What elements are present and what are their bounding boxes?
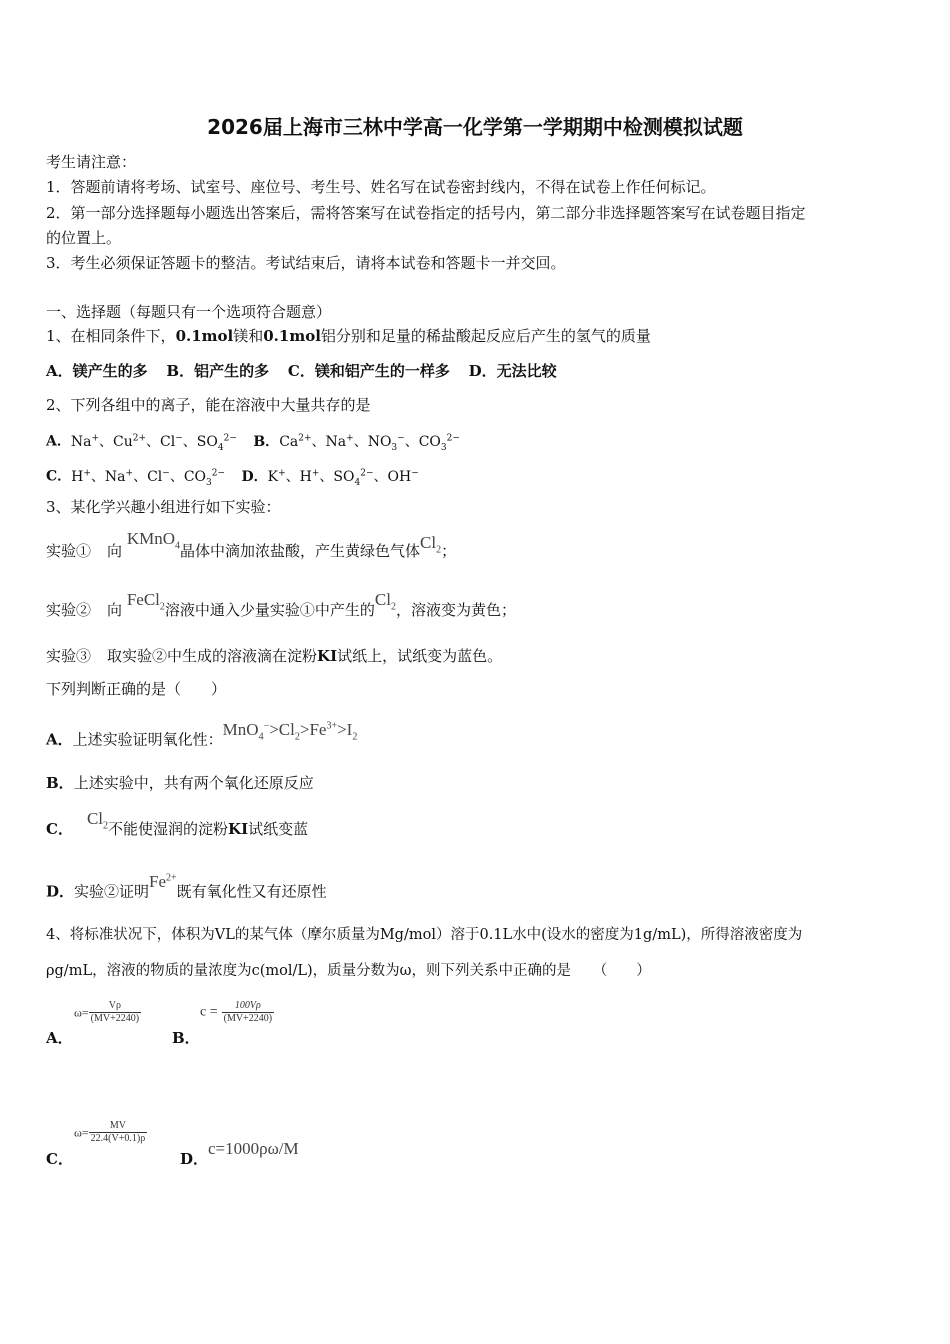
q4-option-a-formula[interactable]: ω= $\frac{V\rho}{(MV+2240)}$ [74, 1000, 140, 1024]
fe2-formula: $Fe^{2+}$ [149, 871, 177, 891]
question-4-line-1: 4、将标准状况下，体积为VL的某气体（摩尔质量为Mg/mol）溶于0.1L水中(设水的密度为1g/mL)，所得溶液密度为 [46, 927, 803, 943]
q4-option-c-label[interactable]: C． [46, 1150, 73, 1168]
notice-item-2: 2．第一部分选择题每小题选出答案后，需将答案写在试卷指定的括号内，第二部分非选择题答案写在试卷题目指定 [46, 204, 806, 222]
question-1: 1、在相同条件下，0.1mol镁和0.1mol铝分别和足量的稀盐酸起反应后产生的氢气的质量 [46, 327, 651, 345]
cl2-formula: $Cl_2$ [420, 533, 442, 556]
q3-experiment-2: 实验② 向 FeCl$_2$溶液中通入少量实验①中产生的$Cl_2$，溶液变为黄色； [46, 590, 516, 619]
cl2-formula: $Cl_2$ [86, 809, 109, 832]
notice-item-1: 1．答题前请将考场、试室号、座位号、考生号、姓名写在试卷密封线内，不得在试卷上作任何标记。 [46, 178, 716, 196]
section-heading: 一、选择题（每题只有一个选项符合题意） [46, 303, 332, 321]
q3-option-d[interactable]: D．实验②证明$Fe^{2+}$既有氧化性又有还原性 [46, 871, 327, 901]
q2-option-b[interactable]: $Ca^{2+}$、Na+、$NO_3^-$、$CO_3^{2-}$ [279, 433, 460, 453]
q2-option-d[interactable]: K+、H+、$SO_4^{2-}$、OH− [267, 468, 419, 488]
q3-experiment-1: 实验① 向 KMnO$_4$晶体中滴加浓盐酸，产生黄绿色气体$Cl_2$； [46, 529, 457, 560]
cl2-formula: $Cl_2$ [374, 590, 396, 613]
q1-options [46, 361, 557, 381]
q1-number: 1、 [46, 327, 71, 345]
q2-option-a[interactable]: Na+、$Cu^{2+}$、Cl−、$SO_4^{2-}$ [70, 433, 237, 453]
q4-option-c-formula[interactable]: ω= $\frac{MV}{22.4(V+0.1)\rho}$ [74, 1120, 146, 1144]
q2-option-c[interactable]: H+、Na+、Cl−、$CO_3^{2-}$ [71, 468, 226, 488]
q3-option-a[interactable]: A．上述实验证明氧化性：$MnO_4^->Cl_2>Fe^{3+}>I_2$ [46, 719, 358, 749]
q1-option-b[interactable]: B．铝产生的多 [166, 362, 270, 380]
q2-option-b-label[interactable]: B． [253, 433, 280, 450]
q3-option-b[interactable]: B．上述实验中，共有两个氧化还原反应 [46, 774, 314, 792]
fecl2-formula: FeCl$_2$ [126, 590, 165, 613]
question-3: 3、某化学兴趣小组进行如下实验： [46, 498, 281, 516]
q4-option-d-formula[interactable]: c=1000ρω/M [208, 1139, 299, 1158]
notice-item-2-cont: 的位置上。 [46, 229, 122, 247]
notice-item-3: 3．考生必须保证答题卡的整洁。考试结束后，请将本试卷和答题卡一并交回。 [46, 254, 566, 272]
q2-number: 2、 [46, 396, 71, 414]
q4-option-b-formula[interactable]: c = $\frac{100V\rho}{(MV+2240)}$ [200, 1000, 273, 1024]
page-title: 2026届上海市三林中学高一化学第一学期期中检测模拟试题 [207, 115, 743, 139]
q3-judge: 下列判断正确的是（ ） [46, 680, 227, 698]
oxidizer-order-formula: $MnO_4^->Cl_2>Fe^{3+}>I_2$ [222, 719, 358, 743]
q3-option-c[interactable]: C．$Cl_2$不能使湿润的淀粉KI试纸变蓝 [46, 809, 309, 838]
q2-option-d-label[interactable]: D． [241, 468, 268, 485]
q1-option-d[interactable]: D．无法比较 [468, 362, 557, 380]
notice-header: 考生请注意： [46, 153, 137, 171]
q2-options-ab [46, 428, 460, 457]
q4-option-d-label[interactable]: D． [180, 1150, 209, 1168]
kmno4-formula: KMnO$_4$ [126, 529, 180, 552]
q2-option-a-label[interactable]: A． [46, 433, 71, 450]
question-2: 2、下列各组中的离子，能在溶液中大量共存的是 [46, 396, 371, 414]
q1-option-c[interactable]: C．镁和铝产生的一样多 [287, 362, 450, 380]
question-4-line-2: ρg/mL，溶液的物质的量浓度为c(mol/L)，质量分数为ω，则下列关系中正确的是 （ ） [46, 963, 651, 979]
q4-option-a-label[interactable]: A． [46, 1029, 73, 1047]
q2-options-cd [46, 463, 419, 492]
q4-number: 4、 [46, 927, 70, 943]
q3-number: 3、 [46, 498, 71, 516]
q1-option-a[interactable]: A．镁产生的多 [46, 362, 148, 380]
q2-option-c-label[interactable]: C． [46, 468, 72, 485]
q4-option-b-label[interactable]: B． [172, 1029, 200, 1047]
q3-experiment-3: 实验③ 取实验②中生成的溶液滴在淀粉KI试纸上，试纸变为蓝色。 [46, 647, 503, 665]
